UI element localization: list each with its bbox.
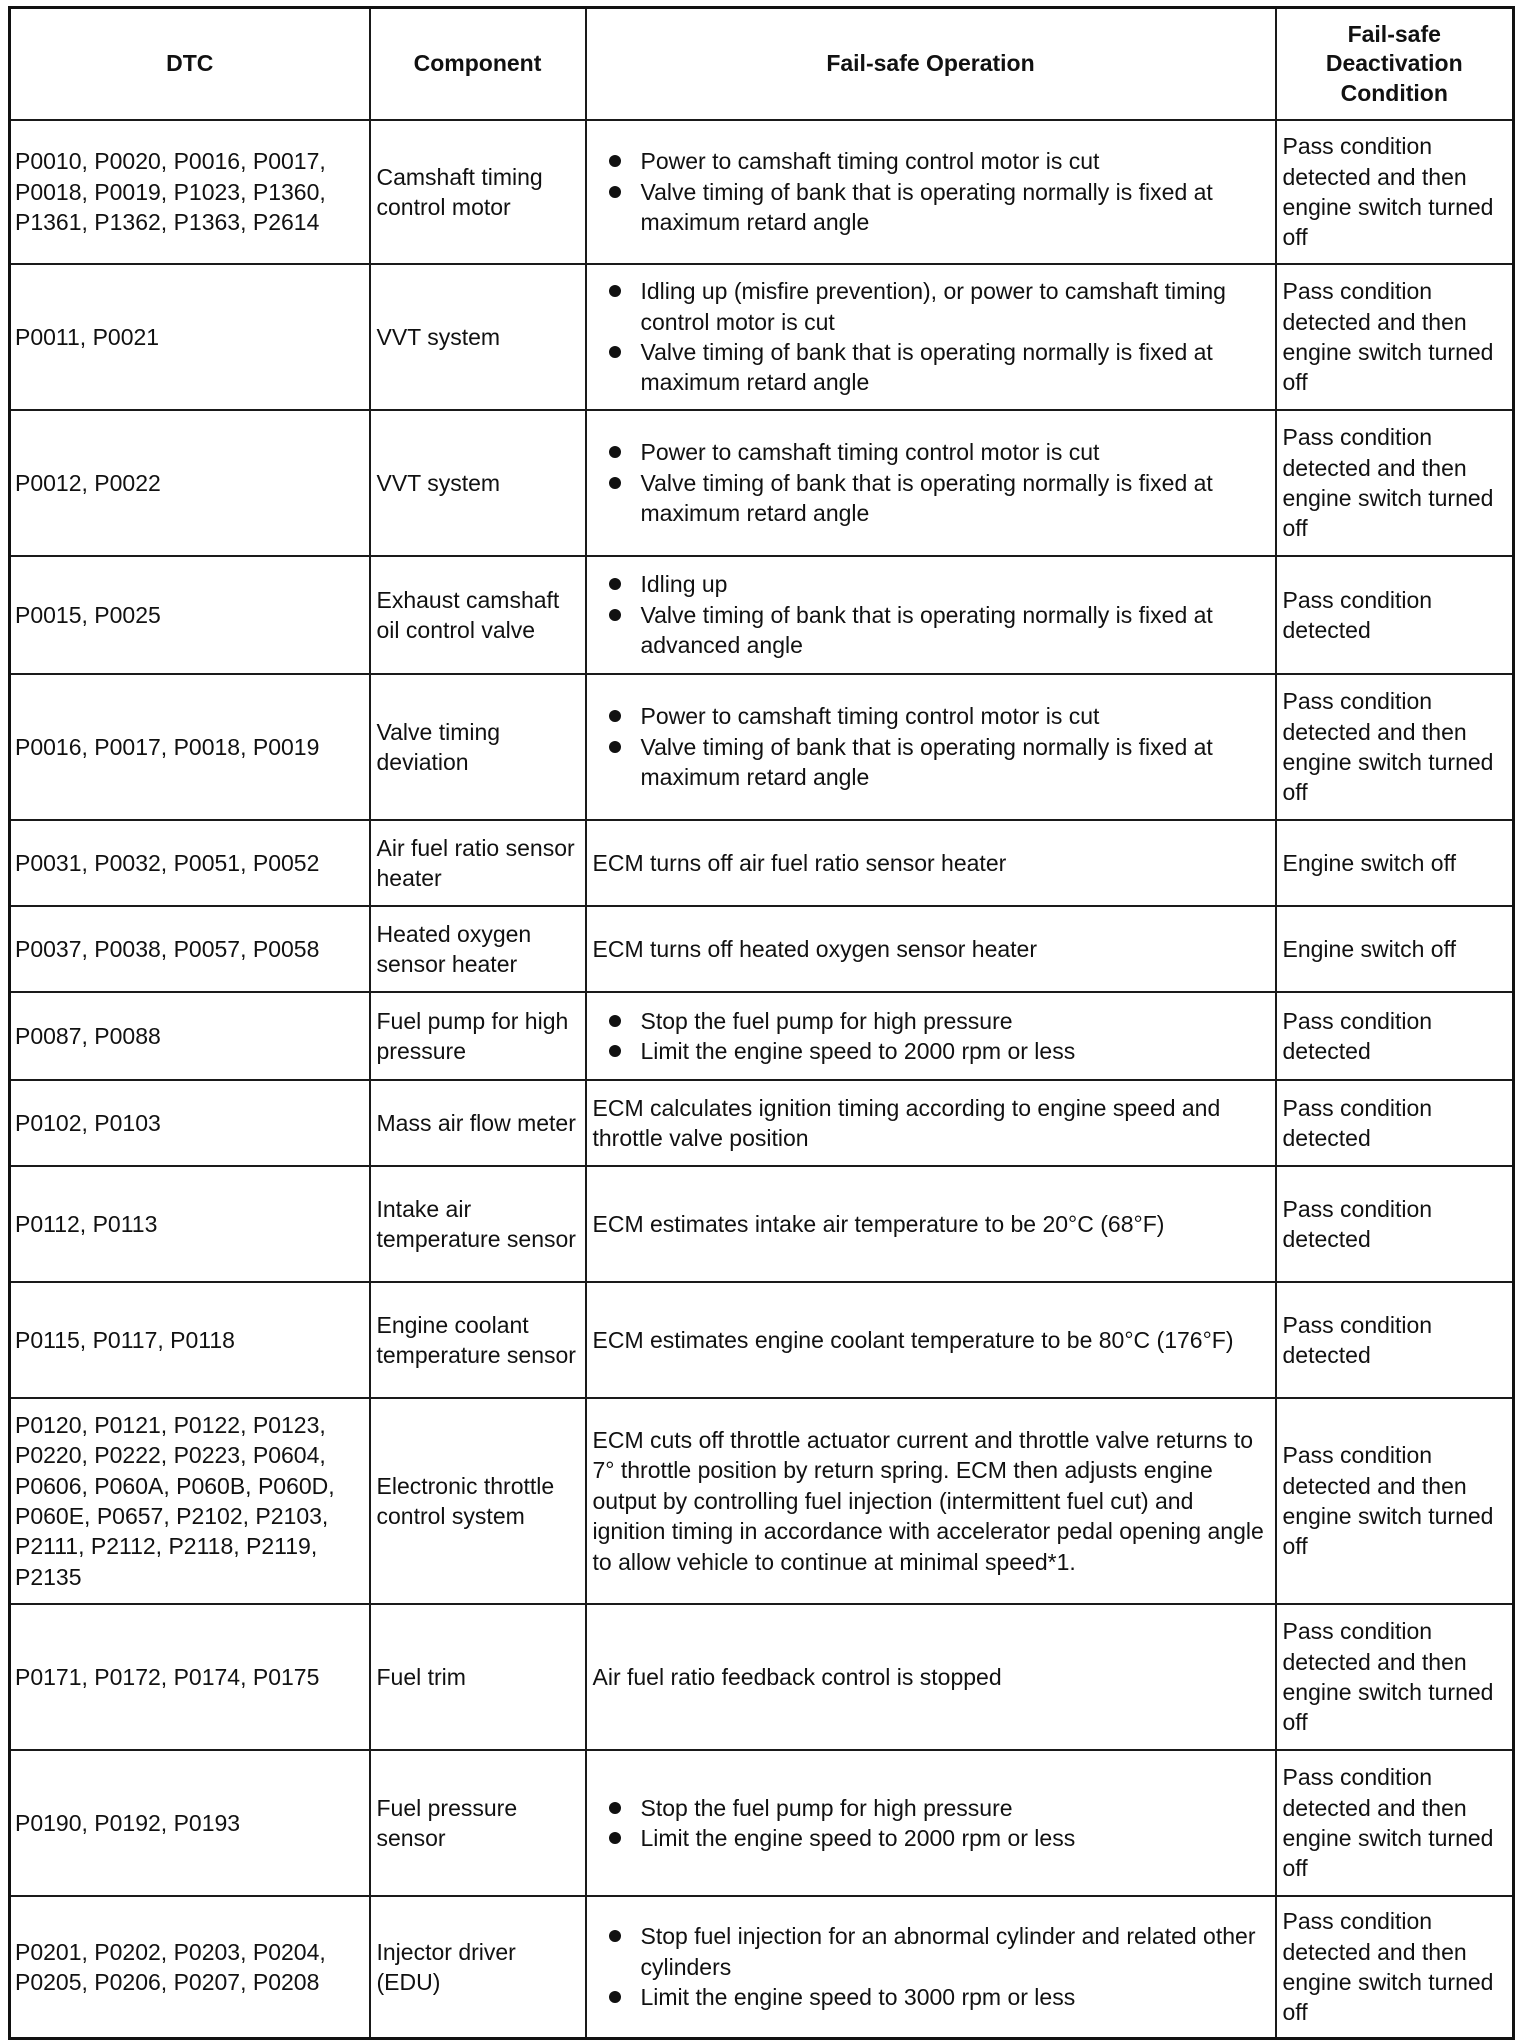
operation-cell: [586, 992, 1276, 1080]
dtc-cell: P0112, P0113: [10, 1166, 370, 1282]
component-cell: Fuel pressure sensor: [370, 1750, 586, 1896]
header-component: Component: [370, 8, 586, 121]
table-row: [10, 906, 1514, 992]
deactivation-cell: Engine switch off: [1276, 906, 1514, 992]
operation-bullet-item: Idling up (misfire prevention), or power to camshaft timing control motor is cut: [593, 276, 1269, 337]
operation-cell: ECM estimates engine coolant temperature to be 80°C (176°F): [586, 1282, 1276, 1398]
header-deactivation: Fail-safe Deactivation Condition: [1276, 8, 1514, 121]
table-row: [10, 264, 1514, 410]
operation-bullet-item: Valve timing of bank that is operating normally is fixed at advanced angle: [593, 600, 1269, 661]
dtc-cell: P0190, P0192, P0193: [10, 1750, 370, 1896]
header-dtc: DTC: [10, 8, 370, 121]
operation-cell: [586, 556, 1276, 674]
operation-bullet-item: Stop fuel injection for an abnormal cylinder and related other cylinders: [593, 1921, 1269, 1982]
operation-list: [593, 146, 1269, 237]
dtc-cell: P0115, P0117, P0118: [10, 1282, 370, 1398]
deactivation-cell: Pass condition detected: [1276, 1166, 1514, 1282]
dtc-cell: P0102, P0103: [10, 1080, 370, 1166]
operation-bullet-item: Idling up: [593, 569, 1269, 599]
deactivation-cell: Pass condition detected and then engine switch turned off: [1276, 120, 1514, 264]
component-cell: Air fuel ratio sensor heater: [370, 820, 586, 906]
dtc-cell: P0016, P0017, P0018, P0019: [10, 674, 370, 820]
operation-cell: [586, 1750, 1276, 1896]
deactivation-cell: Pass condition detected and then engine switch turned off: [1276, 1896, 1514, 2039]
operation-cell: [586, 410, 1276, 556]
operation-list: [593, 569, 1269, 660]
operation-cell: ECM calculates ignition timing according to engine speed and throttle valve position: [586, 1080, 1276, 1166]
failsafe-table: [8, 6, 1515, 2040]
operation-bullet-item: Valve timing of bank that is operating normally is fixed at maximum retard angle: [593, 732, 1269, 793]
table-row: [10, 1750, 1514, 1896]
table-body: [10, 120, 1514, 2039]
operation-bullet-item: Limit the engine speed to 3000 rpm or less: [593, 1982, 1269, 2012]
deactivation-cell: Pass condition detected: [1276, 1282, 1514, 1398]
deactivation-cell: Pass condition detected: [1276, 992, 1514, 1080]
operation-bullet-item: Valve timing of bank that is operating normally is fixed at maximum retard angle: [593, 337, 1269, 398]
deactivation-cell: Pass condition detected and then engine switch turned off: [1276, 674, 1514, 820]
operation-bullet-item: Power to camshaft timing control motor is cut: [593, 437, 1269, 467]
header-row: [10, 8, 1514, 121]
operation-bullet-item: Limit the engine speed to 2000 rpm or less: [593, 1823, 1269, 1853]
table-row: [10, 1080, 1514, 1166]
operation-bullet-item: Stop the fuel pump for high pressure: [593, 1006, 1269, 1036]
deactivation-cell: Pass condition detected: [1276, 556, 1514, 674]
dtc-cell: P0087, P0088: [10, 992, 370, 1080]
operation-bullet-item: Limit the engine speed to 2000 rpm or less: [593, 1036, 1269, 1066]
header-operation: Fail-safe Operation: [586, 8, 1276, 121]
component-cell: Engine coolant temperature sensor: [370, 1282, 586, 1398]
operation-list: [593, 701, 1269, 792]
deactivation-cell: Pass condition detected and then engine switch turned off: [1276, 264, 1514, 410]
dtc-cell: P0012, P0022: [10, 410, 370, 556]
dtc-cell: P0010, P0020, P0016, P0017, P0018, P0019, P1023, P1360, P1361, P1362, P1363, P2614: [10, 120, 370, 264]
component-cell: Injector driver (EDU): [370, 1896, 586, 2039]
deactivation-cell: Pass condition detected and then engine switch turned off: [1276, 410, 1514, 556]
operation-cell: [586, 1896, 1276, 2039]
dtc-cell: P0015, P0025: [10, 556, 370, 674]
operation-list: [593, 1006, 1269, 1067]
deactivation-cell: Pass condition detected and then engine switch turned off: [1276, 1750, 1514, 1896]
operation-bullet-item: Power to camshaft timing control motor is cut: [593, 146, 1269, 176]
operation-cell: [586, 674, 1276, 820]
operation-bullet-item: Valve timing of bank that is operating normally is fixed at maximum retard angle: [593, 177, 1269, 238]
failsafe-table-container: [8, 6, 1512, 2040]
component-cell: VVT system: [370, 264, 586, 410]
operation-cell: ECM estimates intake air temperature to be 20°C (68°F): [586, 1166, 1276, 1282]
operation-cell: ECM cuts off throttle actuator current and throttle valve returns to 7° throttle position by return spring. ECM then adjusts engine output by controlling fuel injection (intermittent fuel cut) and ignition timing in accordance with accelerator pedal opening angle to allow vehicle to continue at minimal speed*1.: [586, 1398, 1276, 1604]
deactivation-cell: Pass condition detected and then engine switch turned off: [1276, 1604, 1514, 1750]
dtc-cell: P0171, P0172, P0174, P0175: [10, 1604, 370, 1750]
operation-cell: Air fuel ratio feedback control is stopped: [586, 1604, 1276, 1750]
component-cell: VVT system: [370, 410, 586, 556]
table-row: [10, 674, 1514, 820]
table-row: [10, 820, 1514, 906]
operation-bullet-item: Valve timing of bank that is operating normally is fixed at maximum retard angle: [593, 468, 1269, 529]
table-row: [10, 1398, 1514, 1604]
operation-cell: [586, 120, 1276, 264]
dtc-cell: P0201, P0202, P0203, P0204, P0205, P0206, P0207, P0208: [10, 1896, 370, 2039]
operation-cell: ECM turns off heated oxygen sensor heater: [586, 906, 1276, 992]
component-cell: Heated oxygen sensor heater: [370, 906, 586, 992]
component-cell: Valve timing deviation: [370, 674, 586, 820]
table-row: [10, 1166, 1514, 1282]
operation-list: [593, 1793, 1269, 1854]
component-cell: Fuel pump for high pressure: [370, 992, 586, 1080]
table-row: [10, 1896, 1514, 2039]
deactivation-cell: Engine switch off: [1276, 820, 1514, 906]
component-cell: Fuel trim: [370, 1604, 586, 1750]
operation-bullet-item: Stop the fuel pump for high pressure: [593, 1793, 1269, 1823]
dtc-cell: P0011, P0021: [10, 264, 370, 410]
operation-list: [593, 276, 1269, 397]
component-cell: Camshaft timing control motor: [370, 120, 586, 264]
component-cell: Exhaust camshaft oil control valve: [370, 556, 586, 674]
table-row: [10, 120, 1514, 264]
table-row: [10, 992, 1514, 1080]
operation-list: [593, 1921, 1269, 2012]
table-row: [10, 1282, 1514, 1398]
component-cell: Electronic throttle control system: [370, 1398, 586, 1604]
operation-cell: [586, 264, 1276, 410]
operation-cell: ECM turns off air fuel ratio sensor heater: [586, 820, 1276, 906]
dtc-cell: P0120, P0121, P0122, P0123, P0220, P0222, P0223, P0604, P0606, P060A, P060B, P060D, P060E, P0657, P2102, P2103, P2111, P2112, P2118, P2119, P2135: [10, 1398, 370, 1604]
table-row: [10, 1604, 1514, 1750]
operation-bullet-item: Power to camshaft timing control motor is cut: [593, 701, 1269, 731]
table-row: [10, 410, 1514, 556]
dtc-cell: P0037, P0038, P0057, P0058: [10, 906, 370, 992]
table-row: [10, 556, 1514, 674]
deactivation-cell: Pass condition detected: [1276, 1080, 1514, 1166]
dtc-cell: P0031, P0032, P0051, P0052: [10, 820, 370, 906]
deactivation-cell: Pass condition detected and then engine switch turned off: [1276, 1398, 1514, 1604]
component-cell: Mass air flow meter: [370, 1080, 586, 1166]
operation-list: [593, 437, 1269, 528]
component-cell: Intake air temperature sensor: [370, 1166, 586, 1282]
